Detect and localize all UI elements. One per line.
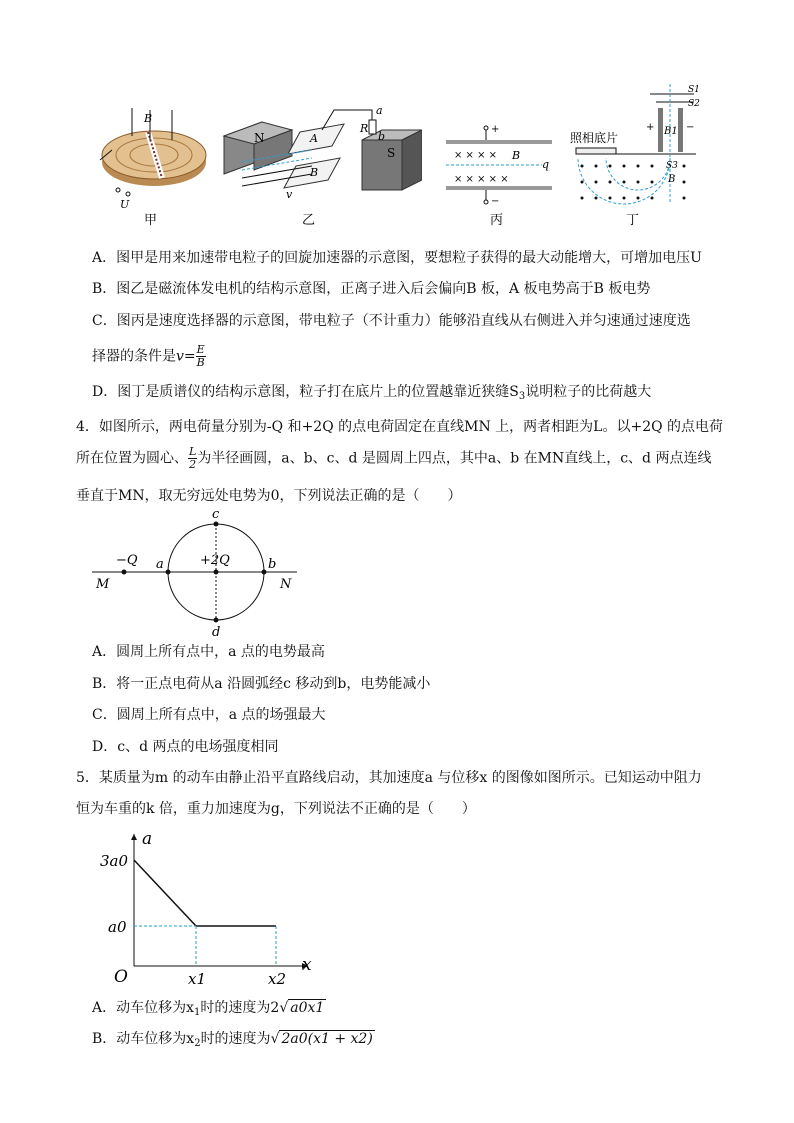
q5-option-a xyxy=(92,998,326,1023)
yi-label-v: v xyxy=(286,188,293,201)
q4-option-d: D．c、d 两点的电场强度相同 xyxy=(92,739,279,755)
q5-b-sub: 2 xyxy=(194,1038,201,1049)
q5-graph xyxy=(98,826,328,992)
q4-fig-c: c xyxy=(212,508,220,522)
q4-line2-suffix: 为半径画圆，a、b、c、d 是圆周上四点，其中a、b 在MN直线上，c、d 两点连线 xyxy=(197,450,712,467)
yi-caption: 乙 xyxy=(302,213,316,228)
ding-label-B1: B1 xyxy=(664,126,678,137)
yi-label-a: a xyxy=(376,104,383,117)
q3-c-v: v xyxy=(176,348,184,365)
q5-graph-x1: x1 xyxy=(188,970,207,988)
q3-d-sub: 3 xyxy=(518,391,526,402)
q5-graph-x2: x2 xyxy=(268,970,287,988)
q3-option-c-line1: C．图丙是速度选择器的示意图，带电粒子（不计重力）能够沿直线从右侧进入并匀速通过速度选 xyxy=(92,313,691,329)
svg-text:× × × ×: × × × × xyxy=(454,150,498,161)
q5-graph-origin: O xyxy=(114,967,128,987)
q4-fig-M: M xyxy=(96,577,110,592)
ding-label-S3: S3 xyxy=(666,161,678,171)
yi-label-B: B xyxy=(310,166,319,179)
ding-label-S2: S2 xyxy=(688,99,700,109)
q5-graph-y-high: 3a0 xyxy=(100,852,129,870)
q5-b-mid: 时的速度为 xyxy=(200,1031,271,1047)
q5-graph-y-low: a0 xyxy=(108,918,127,936)
yi-label-N: N xyxy=(254,131,265,145)
q4-fig-posQ: +2Q xyxy=(200,553,230,568)
jia-label-U: U xyxy=(120,198,130,211)
q5-a-root-sign: √ xyxy=(279,1000,289,1016)
q4-radius-fraction xyxy=(188,446,197,471)
q3-c-fraction xyxy=(196,344,206,369)
q4-option-b: B．将一正点电荷从a 沿圆弧经c 移动到b，电势能减小 xyxy=(92,676,431,692)
bing-label-minus: − xyxy=(491,196,500,207)
ding-caption: 丁 xyxy=(626,213,640,228)
yi-label-b: b xyxy=(378,130,386,143)
q3-d-prefix: D．图丁是质谱仪的结构示意图，粒子打在底片上的位置越靠近狭缝S xyxy=(92,384,519,400)
bing-label-plus: + xyxy=(491,124,500,135)
q4-figure xyxy=(92,508,302,640)
ding-label-B: B xyxy=(668,174,676,185)
q3-c-eq: = xyxy=(183,348,196,365)
jia-caption: 甲 xyxy=(144,213,158,228)
q5-a-sub: 1 xyxy=(194,1007,201,1018)
yi-label-S: S xyxy=(387,146,396,160)
q5-b-prefix: B．动车位移为x xyxy=(92,1031,195,1047)
q3-option-d xyxy=(92,382,651,407)
q5-a-mid: 时的速度为2 xyxy=(200,1000,280,1016)
svg-text:× × × × ×: × × × × × xyxy=(454,174,509,185)
jia-label-B: B xyxy=(144,112,153,125)
q5-a-prefix: A．动车位移为x xyxy=(92,1000,195,1016)
figure-jia xyxy=(92,100,212,230)
figure-bing xyxy=(442,100,562,230)
q4-fig-negQ: −Q xyxy=(116,553,138,568)
q4-fig-a: a xyxy=(156,557,164,572)
q4-radius-num: L xyxy=(189,445,197,458)
bing-caption: 丙 xyxy=(490,213,504,228)
q4-stem-line1: 4．如图所示，两电荷量分别为-Q 和+2Q 的点电荷固定在直线MN 上，两者相距为L。以+2Q 的点电荷 xyxy=(76,419,724,435)
q3-c-numerator: E xyxy=(196,343,205,356)
bing-label-B: B xyxy=(512,149,521,162)
q5-graph-xlabel: x xyxy=(302,955,312,975)
ding-label-plate: 照相底片 xyxy=(570,131,619,145)
q3-option-a: A．图甲是用来加速带电粒子的回旋加速器的示意图，要想粒子获得的最大动能增大，可增加电压U xyxy=(92,250,702,266)
q4-fig-b: b xyxy=(268,557,277,572)
q4-option-a: A．圆周上所有点中，a 点的电势最高 xyxy=(92,644,325,660)
q5-stem-line2: 恒为车重的k 倍，重力加速度为g，下列说法不正确的是（ ） xyxy=(76,801,476,817)
ding-label-plus: + xyxy=(646,122,655,133)
q4-line2-prefix: 所在位置为圆心、 xyxy=(76,450,188,467)
q5-stem-line1: 5．某质量为m 的动车由静止沿平直路线启动，其加速度a 与位移x 的图像如图所示。已知运动中阻力 xyxy=(76,770,702,786)
q3-c-prefix: 择器的条件是 xyxy=(92,348,176,365)
q5-b-root: 2a0(x1 + x2) xyxy=(281,1031,373,1047)
q4-option-c: C．圆周上所有点中，a 点的场强最大 xyxy=(92,707,326,723)
q4-fig-d: d xyxy=(212,625,221,640)
q3-d-suffix: 说明粒子的比荷越大 xyxy=(525,384,652,400)
ding-label-minus: − xyxy=(686,122,695,133)
q4-fig-N: N xyxy=(280,577,292,592)
q4-radius-den: 2 xyxy=(189,458,197,471)
figure-yi xyxy=(222,100,422,230)
q5-option-b xyxy=(92,1029,375,1054)
q4-stem-line3: 垂直于MN，取无穷远处电势为0，下列说法正确的是（ ） xyxy=(76,488,462,504)
q3-c-denominator: B xyxy=(196,356,205,369)
ding-label-S1: S1 xyxy=(688,85,700,95)
q5-a-root: a0x1 xyxy=(290,1000,325,1016)
q5-graph-ylabel: a xyxy=(142,829,153,849)
q4-stem-line2 xyxy=(76,446,711,471)
q5-b-root-sign: √ xyxy=(270,1031,280,1047)
bing-label-q: q xyxy=(542,158,550,171)
yi-label-A: A xyxy=(310,132,318,145)
figure-ding xyxy=(566,84,706,230)
q3-option-c-line2 xyxy=(92,344,206,369)
q3-option-b: B．图乙是磁流体发电机的结构示意图，正离子进入后会偏向B 板，A 板电势高于B 板电势 xyxy=(92,281,651,297)
yi-label-R: R xyxy=(360,122,369,135)
